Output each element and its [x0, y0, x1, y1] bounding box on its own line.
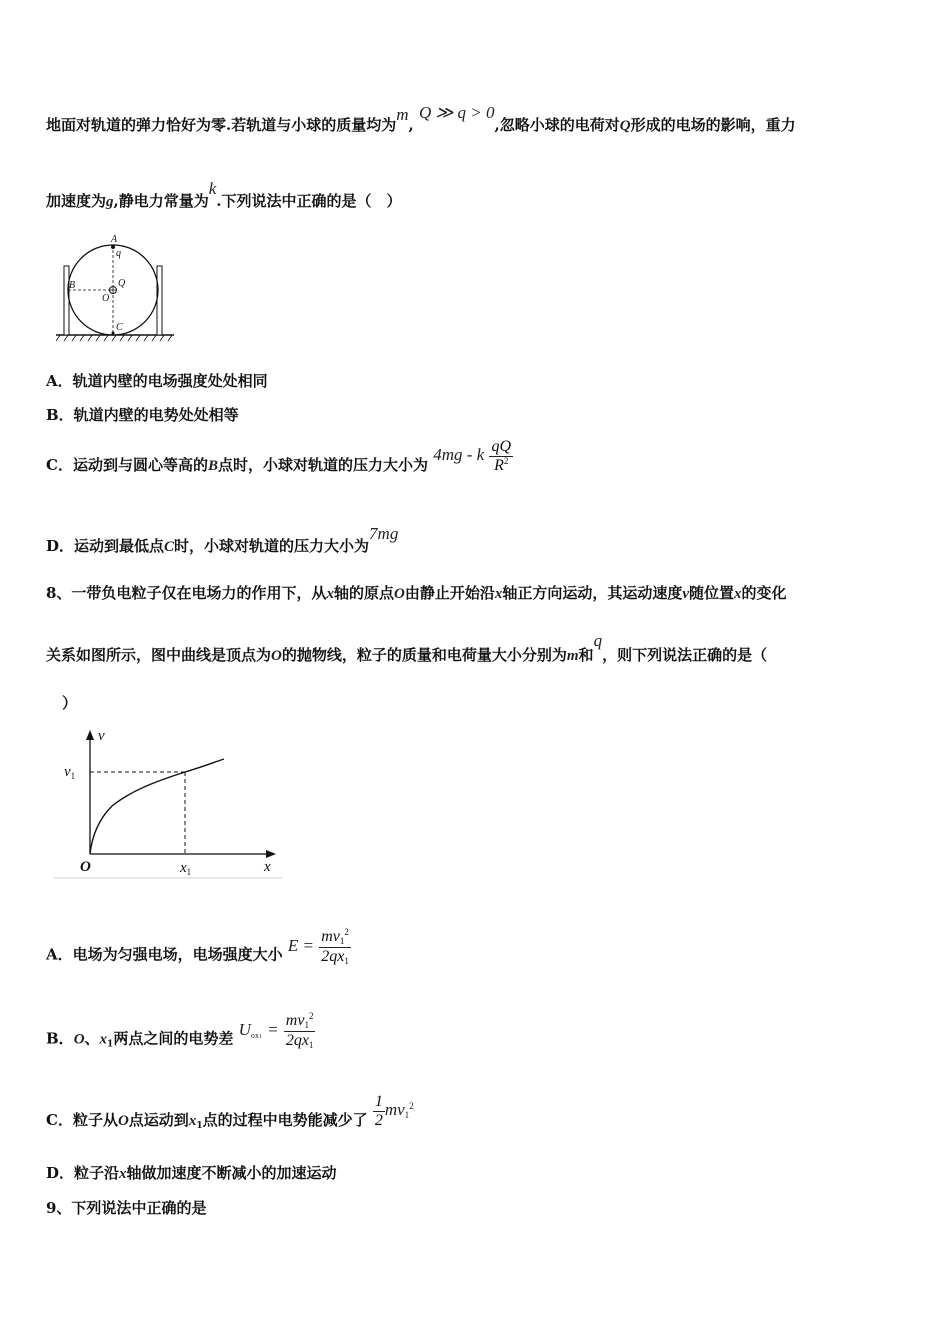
math-x: x — [119, 1166, 127, 1182]
frac-den: 2qx — [321, 947, 345, 965]
label-Q: Q — [118, 278, 126, 289]
option-c-text: 点运动到 — [128, 1111, 189, 1130]
fraction-mv-2qx — [284, 1012, 316, 1051]
math-m: m — [396, 105, 409, 124]
q8-line-1 — [46, 582, 787, 603]
label-A: A — [111, 234, 118, 245]
v-x-curve — [90, 759, 224, 854]
x-axis-arrow — [266, 850, 276, 858]
q7-option-b[interactable] — [46, 404, 239, 425]
math-m: m — [566, 648, 579, 664]
math-k: k — [208, 179, 217, 198]
math-O: O — [271, 648, 282, 664]
frac-num: mv — [285, 1012, 305, 1029]
math-x: x — [188, 1113, 197, 1130]
math-U-sub: ox — [250, 1031, 259, 1041]
q8-text: 随位置 — [689, 584, 735, 602]
ground-hatch — [56, 335, 172, 341]
math-Q: Q — [619, 118, 631, 134]
q8-text: 由静止开始沿 — [404, 584, 495, 602]
left-wall — [64, 266, 69, 335]
q8-text: 轴正方向运动，其运动速度 — [502, 584, 683, 602]
q9-line-1 — [46, 1197, 206, 1218]
v-x-graph — [52, 724, 284, 882]
q8-option-c[interactable] — [46, 1093, 414, 1139]
label-O: O — [102, 293, 110, 304]
q8-text: 的抛物线，粒子的质量和电荷量大小分别为 — [281, 646, 567, 664]
frac-den-sub: 1 — [344, 955, 349, 966]
option-c-text: C．粒子从 — [46, 1111, 118, 1130]
math-O: O — [117, 1113, 129, 1130]
q8-text: ，则下列说法正确的是（ — [602, 646, 768, 664]
q8-text: 8、一带负电粒子仅在电场力的作用下，从 — [46, 584, 327, 602]
label-x1: $x_1$ — [180, 860, 192, 877]
q7-option-a[interactable] — [46, 370, 268, 391]
q7-option-d[interactable] — [46, 524, 399, 556]
q8-option-a[interactable] — [46, 927, 351, 975]
q7-line-1 — [46, 103, 796, 135]
option-b-text: 两点之间的电势差 — [113, 1029, 234, 1048]
frac-den: R — [494, 456, 504, 474]
q8-line-3 — [62, 692, 77, 713]
q8-text: 的变化 — [741, 584, 787, 602]
frac-num-sub: 1 — [339, 936, 345, 946]
frac-num: mv — [321, 928, 340, 945]
fraction-qQ-R2 — [489, 438, 513, 474]
y-axis-arrow — [86, 730, 94, 740]
point-C — [112, 332, 115, 335]
math-q: q — [593, 631, 603, 650]
math-O: O — [393, 586, 405, 602]
math-x-sub: 1 — [196, 1121, 203, 1132]
math-x-sub: 1 — [107, 1039, 114, 1050]
option-c-text: 点的过程中电势能减少了 — [202, 1111, 368, 1130]
label-x: x — [264, 859, 271, 875]
ball-q — [111, 245, 115, 249]
math-B: B — [207, 458, 218, 475]
frac-den: 2qx — [285, 1031, 309, 1049]
math-mv-letters: mv — [384, 1100, 405, 1120]
frac-den-sub: 1 — [308, 1039, 314, 1050]
label-v: v — [98, 728, 105, 744]
math-7mg: 7mg — [369, 524, 399, 543]
frac-num-sup: 2 — [344, 927, 349, 937]
label-v1: $v_1$ — [64, 764, 76, 781]
math-condition: Q ≫ q > 0 — [418, 103, 495, 122]
option-d-text: 轴做加速度不断减小的加速运动 — [126, 1164, 337, 1182]
label-O: O — [80, 859, 91, 875]
math-U-sub2: 1 — [258, 1034, 262, 1041]
math-x: x — [99, 1031, 108, 1048]
option-d-text: D．运动到最低点 — [46, 537, 165, 555]
option-a-text: A．电场为匀强电场，电场强度大小 — [46, 945, 283, 964]
q9-text: 9、下列说法中正确的是 — [46, 1199, 207, 1217]
right-wall — [157, 266, 162, 335]
math-E: E = — [287, 936, 314, 956]
math-eq: = — [267, 1020, 279, 1040]
q8-option-d[interactable] — [46, 1162, 337, 1183]
label-q: q — [116, 248, 121, 259]
option-d-text: 时，小球对轨道的压力大小为 — [174, 537, 370, 555]
frac-num-sup: 2 — [308, 1011, 314, 1021]
circular-track-figure — [56, 234, 176, 344]
q7-option-c[interactable] — [46, 438, 513, 484]
frac-num: qQ — [491, 438, 511, 455]
math-mv-sup: 2 — [409, 1101, 414, 1112]
q7-text: ,忽略小球的电荷对 — [494, 116, 620, 134]
frac-num: 1 — [374, 1093, 383, 1110]
math-O: O — [73, 1031, 85, 1048]
math-U-letter: U — [238, 1020, 251, 1040]
option-a-text: A．轨道内壁的电场强度处处相同 — [46, 372, 268, 390]
label-C: C — [116, 322, 123, 333]
q8-text: 和 — [578, 646, 594, 664]
math-C: C — [164, 539, 175, 555]
frac-den-sup: 2 — [503, 455, 509, 466]
frac-den: 2 — [374, 1111, 383, 1129]
math-mv — [385, 1100, 414, 1119]
q7-line-2 — [46, 179, 402, 211]
math-mv-sub: 1 — [404, 1110, 410, 1121]
q8-text: 关系如图所示，图中曲线是顶点为 — [46, 646, 272, 664]
math-v: v — [682, 586, 690, 602]
math-g: g — [106, 194, 114, 210]
q7-text: 形成的电场的影响，重力 — [630, 116, 796, 134]
fraction-one-half — [373, 1093, 385, 1129]
q7-text: 加速度为 — [46, 192, 107, 210]
math-U — [239, 1020, 262, 1039]
math-x: x — [494, 586, 503, 602]
option-c-text: C．运动到与圆心等高的 — [46, 456, 208, 475]
math-expr-left: 4mg - k — [433, 445, 485, 465]
math-x: x — [734, 586, 742, 602]
option-d-text: D．粒子沿 — [46, 1164, 120, 1182]
option-b-text: B．轨道内壁的电势处处相等 — [46, 406, 239, 424]
q7-sep: , — [408, 116, 414, 134]
label-B: B — [69, 280, 76, 291]
q8-line-2 — [46, 631, 768, 665]
q8-text: 轴的原点 — [333, 584, 394, 602]
q8-option-b[interactable] — [46, 1011, 315, 1059]
q7-text: ,静电力常量为 — [113, 192, 209, 210]
option-c-text: 点时，小球对轨道的压力大小为 — [217, 456, 428, 475]
option-b-text: B． — [46, 1029, 74, 1048]
option-b-sep: 、 — [84, 1029, 100, 1048]
math-x: x — [326, 586, 334, 602]
q7-text: .下列说法中正确的是（ ） — [216, 192, 402, 210]
frac-num-sub: 1 — [304, 1020, 309, 1030]
fraction-mv-2qx — [319, 928, 351, 967]
q8-text: ） — [62, 694, 78, 712]
q7-text: 地面对轨道的弹力恰好为零.若轨道与小球的质量均为 — [46, 116, 397, 134]
